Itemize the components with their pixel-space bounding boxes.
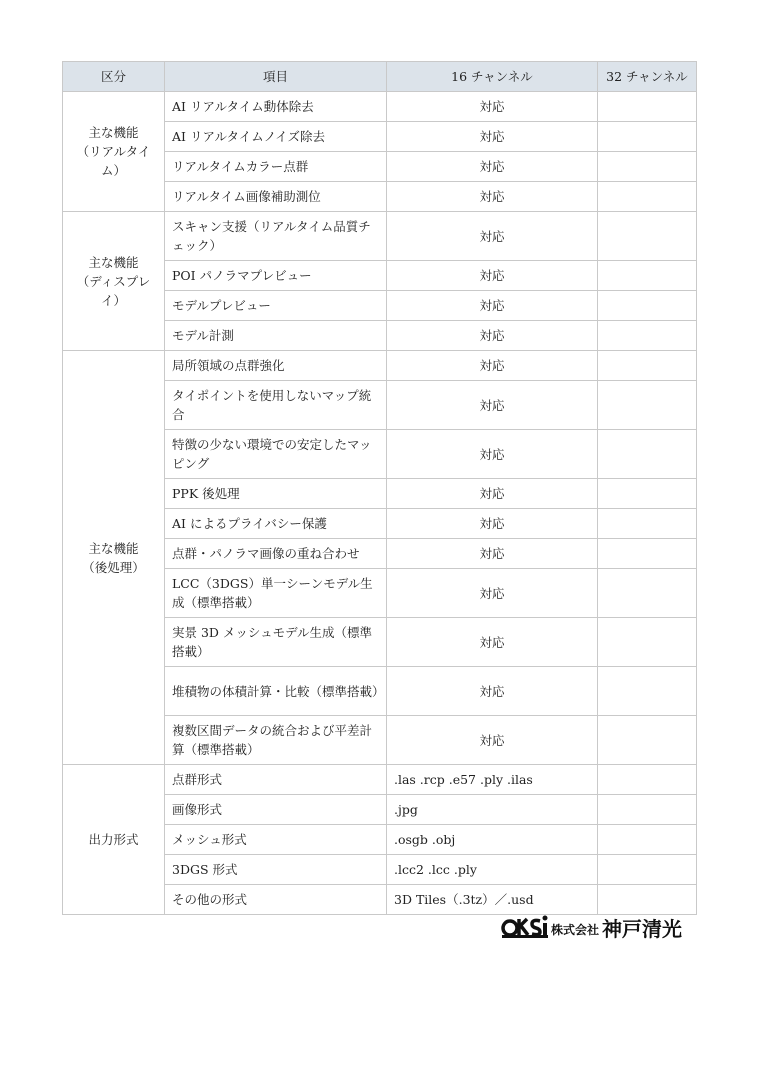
- company-logo-svg: [501, 914, 696, 940]
- format-16ch-cell: 3D Tiles（.3tz）／.usd: [387, 885, 598, 915]
- item-cell: リアルタイムカラー点群: [165, 152, 387, 182]
- item-cell: 堆積物の体積計算・比較（標準搭載）: [165, 667, 387, 716]
- item-cell: 点群形式: [165, 765, 387, 795]
- item-cell: PPK 後処理: [165, 479, 387, 509]
- support-16ch-cell: 対応: [387, 182, 598, 212]
- item-cell: 複数区間データの統合および平差計算（標準搭載）: [165, 716, 387, 765]
- table-row: [63, 351, 697, 381]
- item-cell: AI によるプライバシー保護: [165, 509, 387, 539]
- support-32ch-cell: [598, 855, 697, 885]
- support-32ch-cell: [598, 152, 697, 182]
- support-32ch-cell: [598, 430, 697, 479]
- support-32ch-cell: [598, 825, 697, 855]
- support-32ch-cell: [598, 381, 697, 430]
- section-post-processing: 主な機能 （後処理）: [63, 351, 165, 765]
- support-16ch-cell: 対応: [387, 716, 598, 765]
- support-32ch-cell: [598, 716, 697, 765]
- support-16ch-cell: 対応: [387, 122, 598, 152]
- format-16ch-cell: .lcc2 .lcc .ply: [387, 855, 598, 885]
- support-16ch-cell: 対応: [387, 212, 598, 261]
- spec-table: [62, 61, 697, 915]
- item-cell: 画像形式: [165, 795, 387, 825]
- support-32ch-cell: [598, 885, 697, 915]
- support-16ch-cell: 対応: [387, 152, 598, 182]
- item-cell: AI リアルタイム動体除去: [165, 92, 387, 122]
- table-row: [63, 765, 697, 795]
- item-cell: モデル計測: [165, 321, 387, 351]
- oksi-mark: [502, 916, 548, 939]
- header-item: 項目: [165, 62, 387, 92]
- support-32ch-cell: [598, 765, 697, 795]
- item-cell: その他の形式: [165, 885, 387, 915]
- item-cell: 実景 3D メッシュモデル生成（標準搭載）: [165, 618, 387, 667]
- support-32ch-cell: [598, 261, 697, 291]
- format-16ch-cell: .jpg: [387, 795, 598, 825]
- header-category: 区分: [63, 62, 165, 92]
- support-32ch-cell: [598, 351, 697, 381]
- item-cell: 3DGS 形式: [165, 855, 387, 885]
- support-32ch-cell: [598, 182, 697, 212]
- item-cell: AI リアルタイムノイズ除去: [165, 122, 387, 152]
- company-logo: [501, 914, 696, 940]
- item-cell: スキャン支援（リアルタイム品質チェック）: [165, 212, 387, 261]
- support-16ch-cell: 対応: [387, 509, 598, 539]
- support-32ch-cell: [598, 618, 697, 667]
- support-16ch-cell: 対応: [387, 92, 598, 122]
- support-32ch-cell: [598, 667, 697, 716]
- support-16ch-cell: 対応: [387, 430, 598, 479]
- section-output-formats: 出力形式: [63, 765, 165, 915]
- header-32ch: 32 チャンネル: [598, 62, 697, 92]
- support-16ch-cell: 対応: [387, 261, 598, 291]
- item-cell: 点群・パノラマ画像の重ね合わせ: [165, 539, 387, 569]
- support-16ch-cell: 対応: [387, 381, 598, 430]
- support-32ch-cell: [598, 122, 697, 152]
- item-cell: 特徴の少ない環境での安定したマッピング: [165, 430, 387, 479]
- support-16ch-cell: 対応: [387, 569, 598, 618]
- support-16ch-cell: 対応: [387, 291, 598, 321]
- support-32ch-cell: [598, 539, 697, 569]
- support-16ch-cell: 対応: [387, 321, 598, 351]
- support-16ch-cell: 対応: [387, 479, 598, 509]
- support-16ch-cell: 対応: [387, 351, 598, 381]
- item-cell: タイポイントを使用しないマップ統合: [165, 381, 387, 430]
- support-32ch-cell: [598, 212, 697, 261]
- support-16ch-cell: 対応: [387, 667, 598, 716]
- support-32ch-cell: [598, 509, 697, 539]
- item-cell: 局所領域の点群強化: [165, 351, 387, 381]
- support-32ch-cell: [598, 569, 697, 618]
- support-32ch-cell: [598, 291, 697, 321]
- support-32ch-cell: [598, 479, 697, 509]
- support-32ch-cell: [598, 321, 697, 351]
- table-row: [63, 212, 697, 261]
- support-16ch-cell: 対応: [387, 539, 598, 569]
- item-cell: LCC（3DGS）単一シーンモデル生成（標準搭載）: [165, 569, 387, 618]
- format-16ch-cell: .osgb .obj: [387, 825, 598, 855]
- support-32ch-cell: [598, 795, 697, 825]
- logo-brand-text: 神戸清光: [602, 917, 682, 940]
- table-row: [63, 92, 697, 122]
- header-16ch: 16 チャンネル: [387, 62, 598, 92]
- item-cell: メッシュ形式: [165, 825, 387, 855]
- format-16ch-cell: .las .rcp .e57 .ply .ilas: [387, 765, 598, 795]
- section-realtime: 主な機能 （リアルタイ ム）: [63, 92, 165, 212]
- support-32ch-cell: [598, 92, 697, 122]
- section-display: 主な機能 （ディスプレ イ）: [63, 212, 165, 351]
- item-cell: POI パノラマプレビュー: [165, 261, 387, 291]
- support-16ch-cell: 対応: [387, 618, 598, 667]
- item-cell: リアルタイム画像補助測位: [165, 182, 387, 212]
- logo-company-text: 株式会社: [551, 923, 600, 937]
- item-cell: モデルプレビュー: [165, 291, 387, 321]
